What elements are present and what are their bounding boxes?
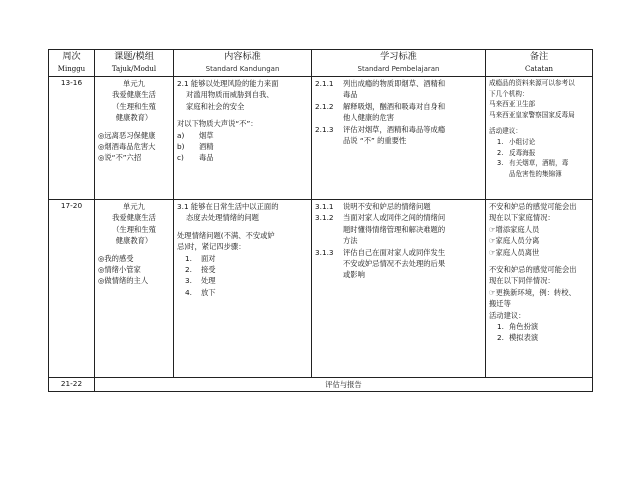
list-text-continued: 品危害性的集锦簿	[509, 169, 562, 178]
topic-cell	[95, 200, 174, 378]
content-intro: 忌)时，紧记四步骤：	[177, 242, 246, 252]
list-marker: 2.	[497, 148, 504, 157]
header-notes-cn: 备注	[529, 51, 549, 62]
note-line: 成瘾品的资料来源可以参考以	[489, 79, 575, 87]
note-line: 现在以下同伴情况：	[489, 276, 555, 286]
list-marker: 4.	[185, 287, 192, 297]
learning-standard	[315, 124, 482, 147]
header-week-ms: Minggu	[57, 65, 86, 73]
standard-text: 列出成瘾的物质即烟草、酒精和	[343, 79, 446, 88]
header-week	[49, 50, 95, 77]
standard-text: 评估自己在面对家人或同伴发生	[343, 247, 446, 257]
week-cell: 21-22	[49, 378, 95, 392]
list-item	[177, 253, 308, 264]
list-text: 面对	[201, 253, 216, 263]
topic-line: （生理和生殖	[112, 101, 156, 111]
topic-item: ◎烟酒毒品危害大	[98, 142, 156, 152]
standard-code: 2.1.1	[315, 79, 334, 88]
list-text: 小组讨论	[509, 137, 536, 146]
header-content-cn: 内容标准	[224, 51, 261, 62]
standard-text: 评估对烟草，酒精和毒品等成瘾	[343, 124, 446, 134]
activity-suggestion-label: 活动建议：	[489, 127, 522, 136]
note-line: 马来西亚皇家警察国家反毒局	[489, 110, 575, 119]
standard-code: 2.1.2	[315, 101, 334, 111]
list-text: 模拟表演	[509, 333, 539, 343]
list-text: 角色扮演	[509, 322, 539, 332]
learning-cell	[312, 77, 486, 200]
header-content	[174, 50, 312, 77]
header-learning	[312, 50, 486, 77]
list-marker: a)	[177, 130, 185, 140]
note-line: ☞家庭人员离世	[489, 247, 540, 257]
list-item	[177, 130, 308, 141]
unit-label: 单元九	[123, 202, 145, 211]
topic-line: 健康教育）	[115, 236, 153, 246]
standard-code: 3.1.3	[315, 247, 334, 257]
learning-standard	[315, 201, 482, 212]
list-item	[177, 141, 308, 152]
list-text: 接受	[201, 265, 216, 275]
content-intro: 处理情绪问题(不满、不安或妒	[177, 230, 275, 240]
standard-text: 不安或妒忌情况不去处理的后果	[343, 259, 446, 269]
note-line: 现在以下家庭情况：	[489, 213, 555, 223]
notes-cell	[486, 200, 593, 378]
list-marker: b)	[177, 142, 185, 152]
note-line: 马来西亚卫生部	[489, 100, 536, 109]
list-text: 反毒海报	[509, 148, 536, 157]
standard-text: 当面对家人或同伴之间的情绪问	[343, 213, 446, 223]
note-line: ☞增添家庭人员	[489, 224, 540, 234]
list-text: 烟草	[199, 130, 214, 140]
week-cell: 13-16	[49, 77, 95, 200]
list-item	[177, 152, 308, 163]
standard-text: 他人健康的危害	[343, 113, 395, 123]
topic-line: 我爱健康生活	[112, 213, 156, 223]
note-line: 下几个机构：	[489, 89, 529, 98]
note-line: 不安和妒忌的感觉可能会出	[489, 202, 577, 211]
list-item	[177, 264, 308, 275]
header-topic	[95, 50, 174, 77]
standard-code: 2.1.3	[315, 124, 334, 134]
list-item	[489, 148, 589, 159]
list-text: 放下	[201, 287, 216, 297]
header-week-cn: 周次	[62, 51, 81, 62]
content-intro: 对以下物质大声说“不”：	[177, 119, 258, 129]
topic-item: ◎情绪小管家	[98, 265, 141, 275]
table-row	[49, 200, 593, 378]
standard-text: 说明不安和妒忌的情绪问题	[343, 202, 431, 211]
topic-item: ◎我的感受	[98, 253, 134, 263]
learning-standard	[315, 247, 482, 281]
header-topic-cn: 课题/模组	[114, 51, 154, 62]
content-cell	[174, 200, 312, 378]
header-notes	[486, 50, 593, 77]
note-line: ☞更换新环境，例：转校、	[489, 287, 576, 297]
standard-text: 或影响	[343, 270, 365, 280]
list-text: 处理	[201, 276, 216, 286]
list-marker: 1.	[497, 137, 504, 146]
list-marker: 1.	[185, 253, 192, 263]
notes-cell	[486, 77, 593, 200]
list-item	[489, 321, 589, 332]
curriculum-table	[48, 49, 593, 392]
list-item	[177, 287, 308, 298]
list-marker: 3.	[497, 159, 504, 168]
list-text: 酒精	[199, 142, 214, 152]
content-line: 对滥用物质而威胁到自我、	[186, 90, 274, 100]
content-line: 家庭和社会的安全	[186, 101, 245, 111]
list-item	[489, 137, 589, 148]
content-line: 3.1 能够在日常生活中以正面的	[177, 202, 279, 211]
assessment-cell: 评估与报告	[95, 378, 593, 392]
topic-line: 健康教育）	[115, 113, 153, 123]
list-marker: c)	[177, 153, 184, 163]
table-row	[49, 77, 593, 200]
header-topic-ms: Tajuk/Modul	[111, 65, 157, 73]
list-item	[177, 275, 308, 286]
learning-standard	[315, 101, 482, 124]
header-row	[49, 50, 593, 77]
content-line: 态度去处理情绪的问题	[186, 213, 259, 223]
topic-line: （生理和生殖	[112, 224, 156, 234]
table-row	[49, 378, 593, 392]
header-content-ms: Standard Kandungan	[205, 65, 280, 73]
content-line: 2.1 能够以处理风险的能力来面	[177, 79, 279, 88]
week-cell: 17-20	[49, 200, 95, 378]
learning-standard	[315, 212, 482, 246]
header-learning-ms: Standard Pembelajaran	[357, 65, 440, 73]
list-item	[489, 158, 589, 169]
learning-standard	[315, 78, 482, 101]
header-notes-ms: Catatan	[524, 65, 553, 73]
list-marker: 2.	[497, 333, 504, 343]
topic-item: ◎远离恶习保健康	[98, 130, 156, 140]
note-line: ☞家庭人员分离	[489, 236, 540, 246]
topic-cell	[95, 77, 174, 200]
standard-code: 3.1.1	[315, 202, 334, 211]
note-line: 不安和妒忌的感觉可能会出	[489, 265, 577, 275]
topic-line: 我爱健康生活	[112, 90, 156, 100]
standard-text: 解释吸烟，酗酒和吸毒对自身和	[343, 101, 446, 111]
standard-text: 题时懂得情绪管理和解决难题的	[343, 224, 446, 234]
list-item	[489, 332, 589, 343]
standard-text: 毒品	[343, 90, 358, 100]
header-learning-cn: 学习标准	[380, 51, 417, 62]
standard-code: 3.1.2	[315, 213, 334, 223]
list-marker: 1.	[497, 322, 504, 332]
unit-label: 单元九	[123, 79, 145, 88]
list-marker: 2.	[185, 265, 192, 275]
note-line: 搬迁等	[489, 299, 511, 309]
activity-suggestion-label: 活动建议：	[489, 310, 526, 320]
standard-text: 方法	[343, 236, 358, 246]
content-cell	[174, 77, 312, 200]
topic-item: ◎说“不”六招	[98, 153, 142, 163]
list-text: 毒品	[199, 153, 214, 163]
list-marker: 3.	[185, 276, 192, 286]
learning-cell	[312, 200, 486, 378]
standard-text: 品说 “不” 的重要性	[343, 136, 407, 146]
topic-item: ◎做情绪的主人	[98, 276, 149, 286]
list-text: 有关烟草，酒精，毒	[509, 159, 569, 168]
